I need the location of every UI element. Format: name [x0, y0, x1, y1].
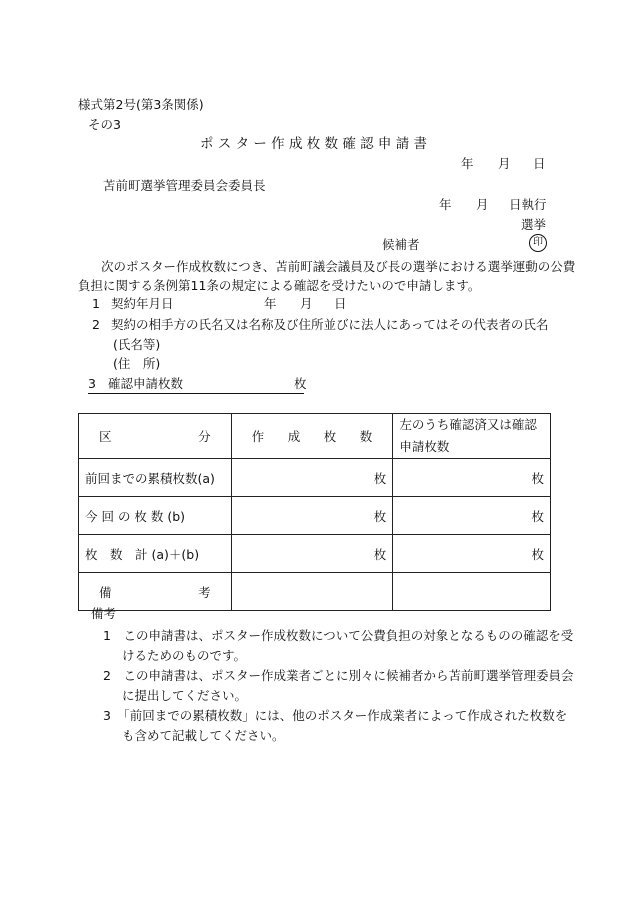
unit-cell: 枚	[231, 459, 393, 497]
seal-mark: 印	[529, 234, 547, 252]
unit-cell: 枚	[393, 535, 551, 573]
form-sub-number: その3	[88, 117, 121, 132]
election-label: 選挙	[521, 217, 547, 232]
unit-cell: 枚	[231, 535, 393, 573]
row-label: 前回までの累積枚数(a)	[79, 459, 232, 497]
unit-cell: 枚	[393, 497, 551, 535]
count-table	[78, 413, 551, 611]
form-number: 様式第2号(第3条関係)	[78, 97, 204, 112]
notes-heading: 備考	[91, 606, 117, 621]
unit-cell: 枚	[393, 459, 551, 497]
row-biko: 備 考	[79, 573, 232, 611]
body-text-line2: 負担に関する条例第11条の規定による確認を受けたいので申請します。	[78, 278, 481, 293]
table-row	[79, 573, 551, 611]
table-row	[79, 497, 551, 535]
header-sakusei: 作 成 枚 数	[231, 414, 393, 459]
table-row	[79, 459, 551, 497]
addressee: 苫前町選挙管理委員会委員長	[103, 178, 266, 193]
table-row	[79, 535, 551, 573]
row-label: 今 回 の 枚 数 (b)	[79, 497, 232, 535]
body-text-line1: 次のポスター作成枚数につき、苫前町議会議員及び長の選挙における選挙運動の公費	[101, 259, 576, 274]
header-confirmed: 左のうち確認済又は確認 申請枚数	[393, 414, 551, 459]
biko-cell	[393, 573, 551, 611]
candidate-label: 候補者	[382, 237, 420, 252]
header-kubun: 区 分	[79, 414, 232, 459]
row-label: 枚 数 計 (a)＋(b)	[79, 535, 232, 573]
biko-cell	[231, 573, 393, 611]
page-title: ポ ス タ ー 作 成 枚 数 確 認 申 請 書	[200, 136, 427, 152]
unit-cell: 枚	[231, 497, 393, 535]
